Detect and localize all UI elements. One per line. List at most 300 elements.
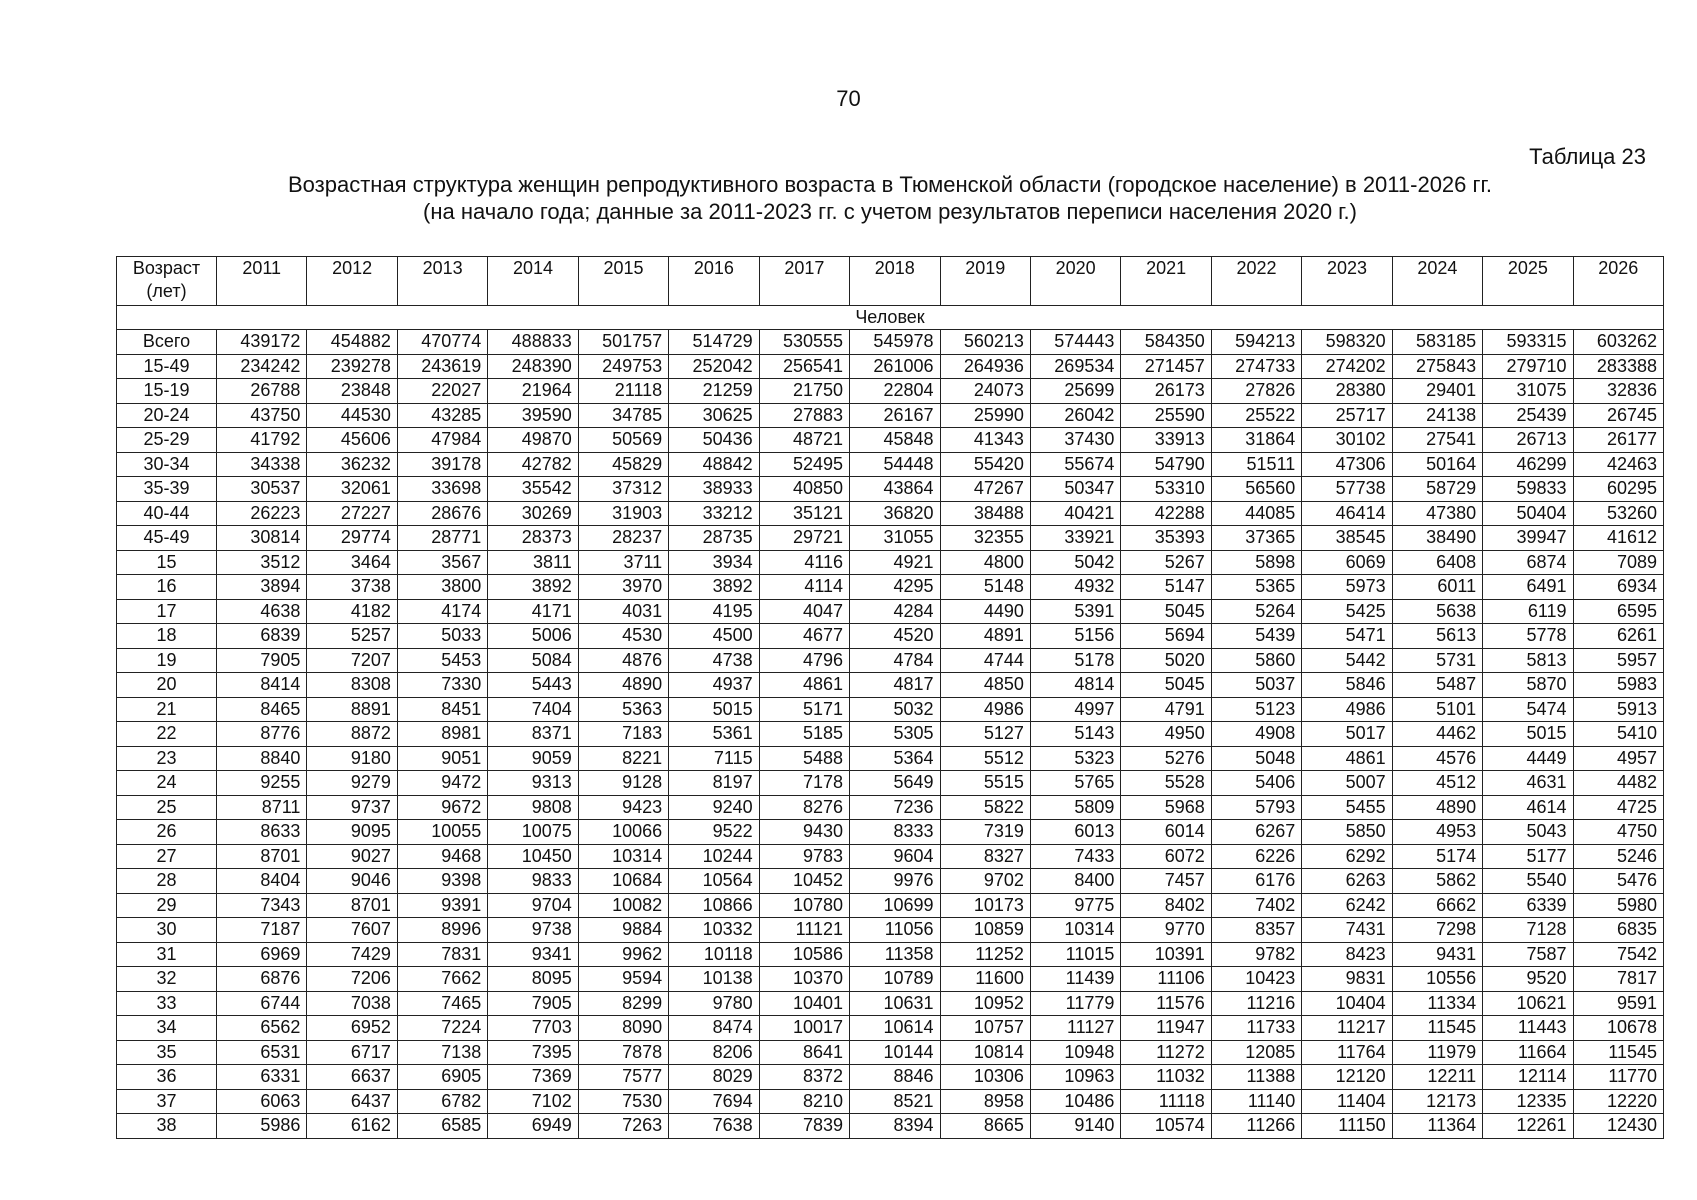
table-cell: 470774 — [397, 330, 487, 355]
table-cell: 5649 — [850, 771, 940, 796]
table-cell: 31903 — [578, 501, 668, 526]
table-cell: 8840 — [217, 746, 307, 771]
table-cell: 3894 — [217, 575, 307, 600]
table-row — [117, 967, 1664, 992]
row-age-label: 26 — [117, 820, 217, 845]
table-cell: 38933 — [669, 477, 759, 502]
table-cell: 10556 — [1392, 967, 1482, 992]
table-cell: 50347 — [1030, 477, 1120, 502]
table-cell: 4490 — [940, 599, 1030, 624]
table-cell: 6267 — [1211, 820, 1301, 845]
table-cell: 12220 — [1573, 1089, 1663, 1114]
table-cell: 9770 — [1121, 918, 1211, 943]
table-cell: 8371 — [488, 722, 578, 747]
table-cell: 21118 — [578, 379, 668, 404]
table-cell: 28373 — [488, 526, 578, 551]
table-cell: 40850 — [759, 477, 849, 502]
table-cell: 11545 — [1573, 1040, 1663, 1065]
table-cell: 5476 — [1573, 869, 1663, 894]
row-age-label: 20-24 — [117, 403, 217, 428]
table-cell: 9672 — [397, 795, 487, 820]
table-cell: 37365 — [1211, 526, 1301, 551]
table-cell: 4512 — [1392, 771, 1482, 796]
table-cell: 50436 — [669, 428, 759, 453]
row-age-label: 20 — [117, 673, 217, 698]
table-cell: 26167 — [850, 403, 940, 428]
table-cell: 269534 — [1030, 354, 1120, 379]
page-number: 70 — [836, 86, 861, 111]
table-cell: 10621 — [1483, 991, 1573, 1016]
table-cell: 4114 — [759, 575, 849, 600]
table-cell: 5793 — [1211, 795, 1301, 820]
table-cell: 54790 — [1121, 452, 1211, 477]
table-cell: 6531 — [217, 1040, 307, 1065]
table-cell: 7183 — [578, 722, 668, 747]
table-cell: 4725 — [1573, 795, 1663, 820]
age-unit-label: (лет) — [146, 281, 187, 301]
table-row — [117, 624, 1664, 649]
table-cell: 6839 — [217, 624, 307, 649]
table-cell: 4638 — [217, 599, 307, 624]
row-age-label: 21 — [117, 697, 217, 722]
table-cell: 5455 — [1302, 795, 1392, 820]
table-cell: 7694 — [669, 1089, 759, 1114]
table-cell: 4876 — [578, 648, 668, 673]
table-cell: 4908 — [1211, 722, 1301, 747]
table-cell: 22027 — [397, 379, 487, 404]
table-cell: 583185 — [1392, 330, 1482, 355]
row-age-label: 38 — [117, 1114, 217, 1139]
table-cell: 274202 — [1302, 354, 1392, 379]
table-cell: 26788 — [217, 379, 307, 404]
table-cell: 57738 — [1302, 477, 1392, 502]
table-cell: 10423 — [1211, 967, 1301, 992]
table-cell: 5178 — [1030, 648, 1120, 673]
table-cell: 9341 — [488, 942, 578, 967]
year-column-header: 2012 — [307, 257, 397, 306]
year-column-header: 2025 — [1483, 257, 1573, 306]
table-cell: 5174 — [1392, 844, 1482, 869]
table-cell: 5267 — [1121, 550, 1211, 575]
table-cell: 9255 — [217, 771, 307, 796]
table-cell: 26223 — [217, 501, 307, 526]
row-age-label: 27 — [117, 844, 217, 869]
table-cell: 6585 — [397, 1114, 487, 1139]
table-cell: 30269 — [488, 501, 578, 526]
table-cell: 9431 — [1392, 942, 1482, 967]
table-cell: 279710 — [1483, 354, 1573, 379]
table-cell: 5443 — [488, 673, 578, 698]
title-line-2: (на начало года; данные за 2011-2023 гг. с учетом результатов переписи населения 2020 г.) — [423, 199, 1357, 224]
table-cell: 4861 — [759, 673, 849, 698]
table-cell: 4921 — [850, 550, 940, 575]
table-cell: 3464 — [307, 550, 397, 575]
table-cell: 10144 — [850, 1040, 940, 1065]
table-cell: 8891 — [307, 697, 397, 722]
table-cell: 28237 — [578, 526, 668, 551]
table-cell: 9522 — [669, 820, 759, 845]
table-cell: 6662 — [1392, 893, 1482, 918]
table-row — [117, 1016, 1664, 1041]
row-age-label: 33 — [117, 991, 217, 1016]
table-cell: 7587 — [1483, 942, 1573, 967]
table-cell: 545978 — [850, 330, 940, 355]
row-age-label: 22 — [117, 722, 217, 747]
row-age-label: 35-39 — [117, 477, 217, 502]
table-cell: 10948 — [1030, 1040, 1120, 1065]
table-cell: 9128 — [578, 771, 668, 796]
table-cell: 43864 — [850, 477, 940, 502]
table-cell: 8404 — [217, 869, 307, 894]
table-cell: 9737 — [307, 795, 397, 820]
table-cell: 8090 — [578, 1016, 668, 1041]
table-cell: 8846 — [850, 1065, 940, 1090]
table-cell: 4890 — [1392, 795, 1482, 820]
table-cell: 34785 — [578, 403, 668, 428]
table-cell: 9046 — [307, 869, 397, 894]
table-cell: 11106 — [1121, 967, 1211, 992]
table-cell: 11947 — [1121, 1016, 1211, 1041]
table-cell: 12085 — [1211, 1040, 1301, 1065]
row-age-label: 18 — [117, 624, 217, 649]
table-cell: 593315 — [1483, 330, 1573, 355]
table-cell: 5032 — [850, 697, 940, 722]
table-cell: 11779 — [1030, 991, 1120, 1016]
table-cell: 8210 — [759, 1089, 849, 1114]
table-cell: 7128 — [1483, 918, 1573, 943]
table-cell: 4677 — [759, 624, 849, 649]
table-cell: 5487 — [1392, 673, 1482, 698]
table-cell: 5778 — [1483, 624, 1573, 649]
table-cell: 5042 — [1030, 550, 1120, 575]
table-cell: 5363 — [578, 697, 668, 722]
table-cell: 9059 — [488, 746, 578, 771]
table-cell: 5043 — [1483, 820, 1573, 845]
table-cell: 10075 — [488, 820, 578, 845]
table-row — [117, 869, 1664, 894]
table-cell: 5171 — [759, 697, 849, 722]
table-cell: 9783 — [759, 844, 849, 869]
table-cell: 7038 — [307, 991, 397, 1016]
table-cell: 6637 — [307, 1065, 397, 1090]
table-cell: 8521 — [850, 1089, 940, 1114]
table-cell: 7431 — [1302, 918, 1392, 943]
table-cell: 5177 — [1483, 844, 1573, 869]
population-table — [116, 256, 1664, 1139]
table-row — [117, 452, 1664, 477]
table-cell: 9430 — [759, 820, 849, 845]
table-cell: 8665 — [940, 1114, 1030, 1139]
table-cell: 243619 — [397, 354, 487, 379]
table-cell: 5515 — [940, 771, 1030, 796]
table-cell: 29401 — [1392, 379, 1482, 404]
table-cell: 5156 — [1030, 624, 1120, 649]
table-row — [117, 379, 1664, 404]
table-cell: 5364 — [850, 746, 940, 771]
table-cell: 10564 — [669, 869, 759, 894]
table-cell: 7703 — [488, 1016, 578, 1041]
table-cell: 4631 — [1483, 771, 1573, 796]
table-cell: 29721 — [759, 526, 849, 551]
table-cell: 4449 — [1483, 746, 1573, 771]
table-cell: 4744 — [940, 648, 1030, 673]
table-cell: 8206 — [669, 1040, 759, 1065]
table-cell: 21259 — [669, 379, 759, 404]
table-cell: 36232 — [307, 452, 397, 477]
table-cell: 5015 — [1483, 722, 1573, 747]
table-cell: 5512 — [940, 746, 1030, 771]
table-cell: 11443 — [1483, 1016, 1573, 1041]
table-cell: 25439 — [1483, 403, 1573, 428]
table-cell: 46299 — [1483, 452, 1573, 477]
table-cell: 9140 — [1030, 1114, 1120, 1139]
table-cell: 5528 — [1121, 771, 1211, 796]
table-cell: 7662 — [397, 967, 487, 992]
table-row — [117, 893, 1664, 918]
table-cell: 12261 — [1483, 1114, 1573, 1139]
row-age-label: 28 — [117, 869, 217, 894]
table-cell: 8197 — [669, 771, 759, 796]
table-cell: 7839 — [759, 1114, 849, 1139]
table-cell: 6491 — [1483, 575, 1573, 600]
table-cell: 8276 — [759, 795, 849, 820]
table-cell: 9240 — [669, 795, 759, 820]
table-cell: 10314 — [1030, 918, 1120, 943]
table-row — [117, 991, 1664, 1016]
table-cell: 4182 — [307, 599, 397, 624]
table-cell: 11217 — [1302, 1016, 1392, 1041]
table-cell: 248390 — [488, 354, 578, 379]
table-cell: 8414 — [217, 673, 307, 698]
table-cell: 5613 — [1392, 624, 1482, 649]
table-cell: 501757 — [578, 330, 668, 355]
table-cell: 8776 — [217, 722, 307, 747]
year-column-header: 2022 — [1211, 257, 1301, 306]
table-cell: 9468 — [397, 844, 487, 869]
table-cell: 47267 — [940, 477, 1030, 502]
table-cell: 8641 — [759, 1040, 849, 1065]
table-cell: 9472 — [397, 771, 487, 796]
table-cell: 4530 — [578, 624, 668, 649]
table-cell: 37312 — [578, 477, 668, 502]
table-cell: 6876 — [217, 967, 307, 992]
table-cell: 8400 — [1030, 869, 1120, 894]
table-cell: 10586 — [759, 942, 849, 967]
table-cell: 11140 — [1211, 1089, 1301, 1114]
table-cell: 4784 — [850, 648, 940, 673]
table-cell: 8299 — [578, 991, 668, 1016]
table-row — [117, 550, 1664, 575]
table-cell: 26745 — [1573, 403, 1663, 428]
table-cell: 598320 — [1302, 330, 1392, 355]
table-cell: 10017 — [759, 1016, 849, 1041]
table-cell: 7089 — [1573, 550, 1663, 575]
year-column-header: 2017 — [759, 257, 849, 306]
table-cell: 28676 — [397, 501, 487, 526]
table-cell: 234242 — [217, 354, 307, 379]
row-age-label: 15-49 — [117, 354, 217, 379]
table-cell: 9594 — [578, 967, 668, 992]
table-cell: 45829 — [578, 452, 668, 477]
table-cell: 10306 — [940, 1065, 1030, 1090]
table-cell: 6905 — [397, 1065, 487, 1090]
row-age-label: 34 — [117, 1016, 217, 1041]
table-cell: 7343 — [217, 893, 307, 918]
table-cell: 11388 — [1211, 1065, 1301, 1090]
table-cell: 594213 — [1211, 330, 1301, 355]
row-age-label: 30-34 — [117, 452, 217, 477]
table-cell: 31075 — [1483, 379, 1573, 404]
table-cell: 9423 — [578, 795, 668, 820]
table-row — [117, 1065, 1664, 1090]
table-cell: 10614 — [850, 1016, 940, 1041]
table-cell: 25990 — [940, 403, 1030, 428]
table-cell: 30625 — [669, 403, 759, 428]
table-cell: 10952 — [940, 991, 1030, 1016]
table-cell: 5471 — [1302, 624, 1392, 649]
header-row — [117, 257, 1664, 306]
row-age-label: 25 — [117, 795, 217, 820]
table-cell: 41792 — [217, 428, 307, 453]
table-cell: 47306 — [1302, 452, 1392, 477]
table-cell: 9808 — [488, 795, 578, 820]
table-cell: 4800 — [940, 550, 1030, 575]
table-cell: 4850 — [940, 673, 1030, 698]
table-cell: 9775 — [1030, 893, 1120, 918]
table-cell: 9962 — [578, 942, 668, 967]
table-cell: 35542 — [488, 477, 578, 502]
table-cell: 55674 — [1030, 452, 1120, 477]
unit-label: Человек — [117, 306, 1664, 330]
table-cell: 7138 — [397, 1040, 487, 1065]
table-cell: 3711 — [578, 550, 668, 575]
table-cell: 5809 — [1030, 795, 1120, 820]
table-row — [117, 697, 1664, 722]
table-cell: 4814 — [1030, 673, 1120, 698]
table-cell: 10452 — [759, 869, 849, 894]
table-cell: 5361 — [669, 722, 759, 747]
table-cell: 10859 — [940, 918, 1030, 943]
table-cell: 275843 — [1392, 354, 1482, 379]
table-cell: 4031 — [578, 599, 668, 624]
table-row — [117, 501, 1664, 526]
table-cell: 46414 — [1302, 501, 1392, 526]
table-cell: 55420 — [940, 452, 1030, 477]
year-column-header: 2019 — [940, 257, 1030, 306]
table-cell: 4817 — [850, 673, 940, 698]
table-cell: 28380 — [1302, 379, 1392, 404]
table-cell: 6934 — [1573, 575, 1663, 600]
table-cell: 4891 — [940, 624, 1030, 649]
table-cell: 33913 — [1121, 428, 1211, 453]
table-cell: 6331 — [217, 1065, 307, 1090]
table-cell: 9738 — [488, 918, 578, 943]
table-cell: 44085 — [1211, 501, 1301, 526]
table-cell: 10780 — [759, 893, 849, 918]
table-cell: 42782 — [488, 452, 578, 477]
table-cell: 5474 — [1483, 697, 1573, 722]
table-cell: 560213 — [940, 330, 1030, 355]
table-cell: 6744 — [217, 991, 307, 1016]
table-cell: 10082 — [578, 893, 668, 918]
table-cell: 10138 — [669, 967, 759, 992]
table-cell: 6408 — [1392, 550, 1482, 575]
table-cell: 10066 — [578, 820, 668, 845]
table-cell: 6835 — [1573, 918, 1663, 943]
table-cell: 252042 — [669, 354, 759, 379]
table-cell: 45606 — [307, 428, 397, 453]
table-cell: 7404 — [488, 697, 578, 722]
table-cell: 7115 — [669, 746, 759, 771]
table-cell: 9027 — [307, 844, 397, 869]
table-cell: 10314 — [578, 844, 668, 869]
table-cell: 5694 — [1121, 624, 1211, 649]
table-row — [117, 1089, 1664, 1114]
table-cell: 27883 — [759, 403, 849, 428]
table-cell: 24138 — [1392, 403, 1482, 428]
table-cell: 12335 — [1483, 1089, 1573, 1114]
table-cell: 9180 — [307, 746, 397, 771]
table-cell: 8402 — [1121, 893, 1211, 918]
table-row — [117, 771, 1664, 796]
table-title — [117, 171, 1663, 225]
table-cell: 6292 — [1302, 844, 1392, 869]
table-cell: 274733 — [1211, 354, 1301, 379]
table-cell: 11150 — [1302, 1114, 1392, 1139]
table-cell: 29774 — [307, 526, 397, 551]
table-cell: 9884 — [578, 918, 668, 943]
table-cell: 249753 — [578, 354, 668, 379]
table-cell: 10401 — [759, 991, 849, 1016]
table-cell: 5127 — [940, 722, 1030, 747]
table-cell: 3934 — [669, 550, 759, 575]
year-column-header: 2023 — [1302, 257, 1392, 306]
table-cell: 11733 — [1211, 1016, 1301, 1041]
table-cell: 52495 — [759, 452, 849, 477]
table-cell: 11118 — [1121, 1089, 1211, 1114]
table-cell: 6176 — [1211, 869, 1301, 894]
table-cell: 11032 — [1121, 1065, 1211, 1090]
table-cell: 12173 — [1392, 1089, 1482, 1114]
table-cell: 43285 — [397, 403, 487, 428]
table-cell: 6339 — [1483, 893, 1573, 918]
table-cell: 56560 — [1211, 477, 1301, 502]
table-cell: 5045 — [1121, 599, 1211, 624]
table-cell: 28771 — [397, 526, 487, 551]
table-number: Таблица 23 — [1529, 144, 1646, 169]
table-cell: 5323 — [1030, 746, 1120, 771]
table-cell: 5264 — [1211, 599, 1301, 624]
table-cell: 48721 — [759, 428, 849, 453]
table-cell: 38488 — [940, 501, 1030, 526]
table-cell: 5822 — [940, 795, 1030, 820]
table-cell: 50164 — [1392, 452, 1482, 477]
table-cell: 11121 — [759, 918, 849, 943]
table-cell: 10684 — [578, 869, 668, 894]
table-cell: 11979 — [1392, 1040, 1482, 1065]
table-cell: 8327 — [940, 844, 1030, 869]
table-cell: 36820 — [850, 501, 940, 526]
table-cell: 3892 — [669, 575, 759, 600]
table-cell: 4997 — [1030, 697, 1120, 722]
table-cell: 11576 — [1121, 991, 1211, 1016]
table-cell: 22804 — [850, 379, 940, 404]
table-cell: 8221 — [578, 746, 668, 771]
table-cell: 4950 — [1121, 722, 1211, 747]
table-cell: 7330 — [397, 673, 487, 698]
table-cell: 51511 — [1211, 452, 1301, 477]
table-cell: 264936 — [940, 354, 1030, 379]
